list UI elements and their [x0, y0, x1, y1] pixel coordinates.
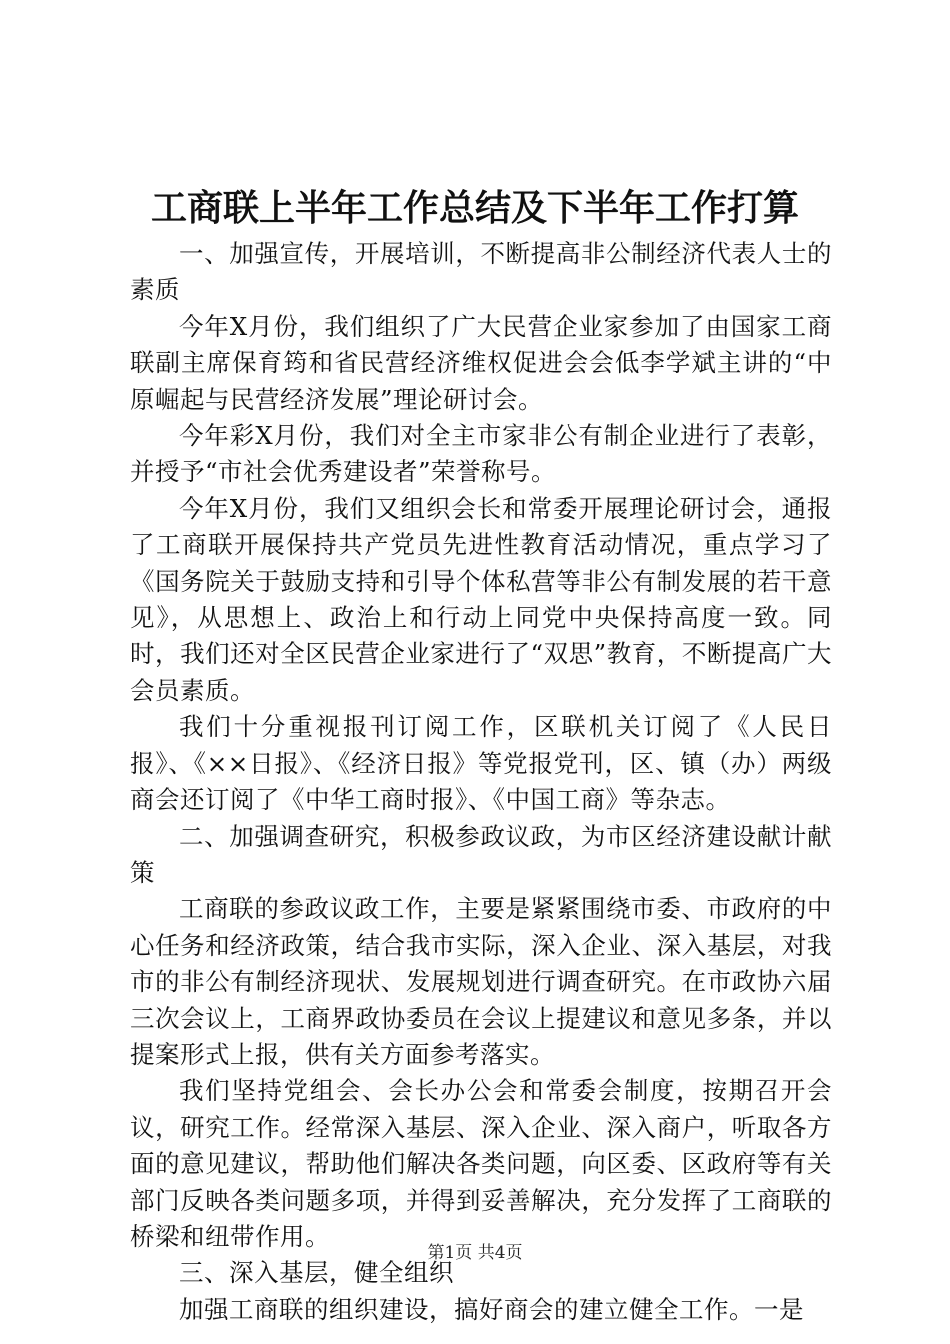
paragraph: 我们十分重视报刊订阅工作，区联机关订阅了《人民日报》、《××日报》、《经济日报》等党报党刊，区、镇（办）两级商会还订阅了《中华工商时报》、《中国工商》等杂志。 [130, 712, 832, 815]
paragraph: 我们坚持党组会、会长办公会和常委会制度，按期召开会议，研究工作。经常深入基层、深入企业、深入商户，听取各方面的意见建议，帮助他们解决各类问题，向区委、区政府等有关部门反映各类问题多项，并得到妥善解决，充分发挥了工商联的桥梁和纽带作用。 [130, 1076, 832, 1251]
paragraph: 加强工商联的组织建设，搞好商会的建立健全工作。一是 [179, 1294, 804, 1324]
section-heading-2: 二、加强调查研究，积极参政议政，为市区经济建设献计献策 [130, 821, 832, 887]
document-title: 工商联上半年工作总结及下半年工作打算 [150, 187, 799, 229]
document-body [130, 236, 832, 1328]
page-footer: 第1页 共4页 [427, 1243, 523, 1263]
paragraph: 今年彩X月份，我们对全主市家非公有制企业进行了表彰，并授予“市社会优秀建设者”荣誉称号。 [130, 421, 832, 487]
paragraph: 工商联的参政议政工作，主要是紧紧围绕市委、市政府的中心任务和经济政策，结合我市实际，深入企业、深入基层，对我市的非公有制经济现状、发展规划进行调查研究。在市政协六届三次会议上，工商界政协委员在会议上提建议和意见多条，并以提案形式上报，供有关方面参考落实。 [130, 894, 832, 1069]
section-heading-1: 一、加强宣传，开展培训，不断提高非公制经济代表人士的素质 [130, 239, 832, 305]
paragraph: 今年X月份，我们组织了广大民营企业家参加了由国家工商联副主席保育筠和省民营经济维权促进会会低李学斌主讲的“中原崛起与民营经济发展”理论研讨会。 [130, 311, 832, 414]
paragraph: 今年X月份，我们又组织会长和常委开展理论研讨会，通报了工商联开展保持共产党员先进性教育活动情况，重点学习了《国务院关于鼓励支持和引导个体私营等非公有制发展的若干意见》，从思想上、政治上和行动上同党中央保持高度一致。同时，我们还对全区民营企业家进行了“双思”教育，不断提高广大会员素质。 [130, 493, 832, 705]
section-heading-3: 三、深入基层，健全组织 [179, 1258, 454, 1288]
